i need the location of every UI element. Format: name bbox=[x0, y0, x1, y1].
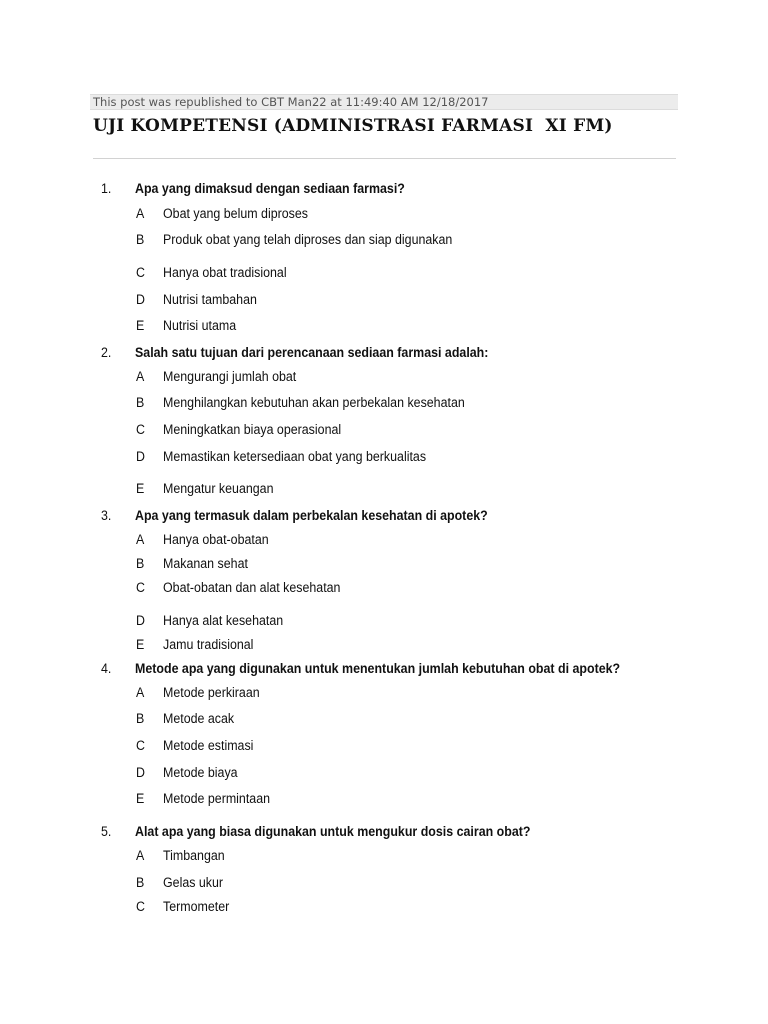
page-title: UJI KOMPETENSI (ADMINISTRASI FARMASI XI FM) bbox=[93, 116, 613, 136]
option-text: Makanan sehat bbox=[163, 556, 248, 571]
option-letter: E bbox=[136, 791, 145, 806]
option-text: Hanya obat tradisional bbox=[163, 265, 287, 280]
option-letter: D bbox=[136, 449, 145, 464]
option-text: Gelas ukur bbox=[163, 875, 224, 890]
option-text: Metode permintaan bbox=[163, 791, 271, 806]
option-text: Metode perkiraan bbox=[163, 685, 260, 700]
option-letter: E bbox=[136, 637, 145, 652]
option-text: Obat-obatan dan alat kesehatan bbox=[163, 580, 341, 595]
option-text: Metode biaya bbox=[163, 765, 238, 780]
option-text: Metode acak bbox=[163, 711, 235, 726]
option-letter: B bbox=[136, 232, 145, 247]
option-text: Nutrisi tambahan bbox=[163, 292, 257, 307]
option-letter: D bbox=[136, 613, 145, 628]
option-text: Produk obat yang telah diproses dan siap digunakan bbox=[163, 232, 453, 247]
option-letter: A bbox=[136, 848, 145, 863]
option-letter: C bbox=[136, 899, 145, 914]
option-text: Termometer bbox=[163, 899, 230, 914]
option-text: Mengurangi jumlah obat bbox=[163, 369, 297, 384]
option-text: Jamu tradisional bbox=[163, 637, 254, 652]
option-letter: E bbox=[136, 318, 145, 333]
option-text: Menghilangkan kebutuhan akan perbekalan kesehatan bbox=[163, 395, 465, 410]
option-letter: A bbox=[136, 206, 145, 221]
question-text: Apa yang termasuk dalam perbekalan kesehatan di apotek? bbox=[135, 508, 488, 523]
option-letter: C bbox=[136, 265, 145, 280]
republish-banner: This post was republished to CBT Man22 at 11:49:40 AM 12/18/2017 bbox=[90, 94, 678, 110]
option-letter: B bbox=[136, 395, 145, 410]
question-number: 1. bbox=[101, 181, 112, 196]
option-letter: C bbox=[136, 738, 145, 753]
option-text: Meningkatkan biaya operasional bbox=[163, 422, 342, 437]
question-number: 3. bbox=[101, 508, 112, 523]
option-letter: C bbox=[136, 580, 145, 595]
option-text: Timbangan bbox=[163, 848, 225, 863]
option-text: Hanya obat-obatan bbox=[163, 532, 269, 547]
option-text: Metode estimasi bbox=[163, 738, 254, 753]
question-number: 4. bbox=[101, 661, 112, 676]
question-text: Alat apa yang biasa digunakan untuk mengukur dosis cairan obat? bbox=[135, 824, 531, 839]
option-letter: B bbox=[136, 711, 145, 726]
question-text: Metode apa yang digunakan untuk menentukan jumlah kebutuhan obat di apotek? bbox=[135, 661, 621, 676]
question-number: 5. bbox=[101, 824, 112, 839]
option-text: Nutrisi utama bbox=[163, 318, 237, 333]
option-letter: D bbox=[136, 292, 145, 307]
option-text: Hanya alat kesehatan bbox=[163, 613, 284, 628]
option-letter: A bbox=[136, 685, 145, 700]
option-text: Mengatur keuangan bbox=[163, 481, 274, 496]
option-letter: B bbox=[136, 556, 145, 571]
question-text: Apa yang dimaksud dengan sediaan farmasi? bbox=[135, 181, 405, 196]
option-text: Obat yang belum diproses bbox=[163, 206, 308, 221]
option-letter: B bbox=[136, 875, 145, 890]
question-number: 2. bbox=[101, 345, 112, 360]
title-divider bbox=[93, 158, 676, 159]
option-text: Memastikan ketersediaan obat yang berkualitas bbox=[163, 449, 427, 464]
option-letter: D bbox=[136, 765, 145, 780]
question-text: Salah satu tujuan dari perencanaan sediaan farmasi adalah: bbox=[135, 345, 489, 360]
option-letter: A bbox=[136, 532, 145, 547]
option-letter: C bbox=[136, 422, 145, 437]
option-letter: E bbox=[136, 481, 145, 496]
option-letter: A bbox=[136, 369, 145, 384]
